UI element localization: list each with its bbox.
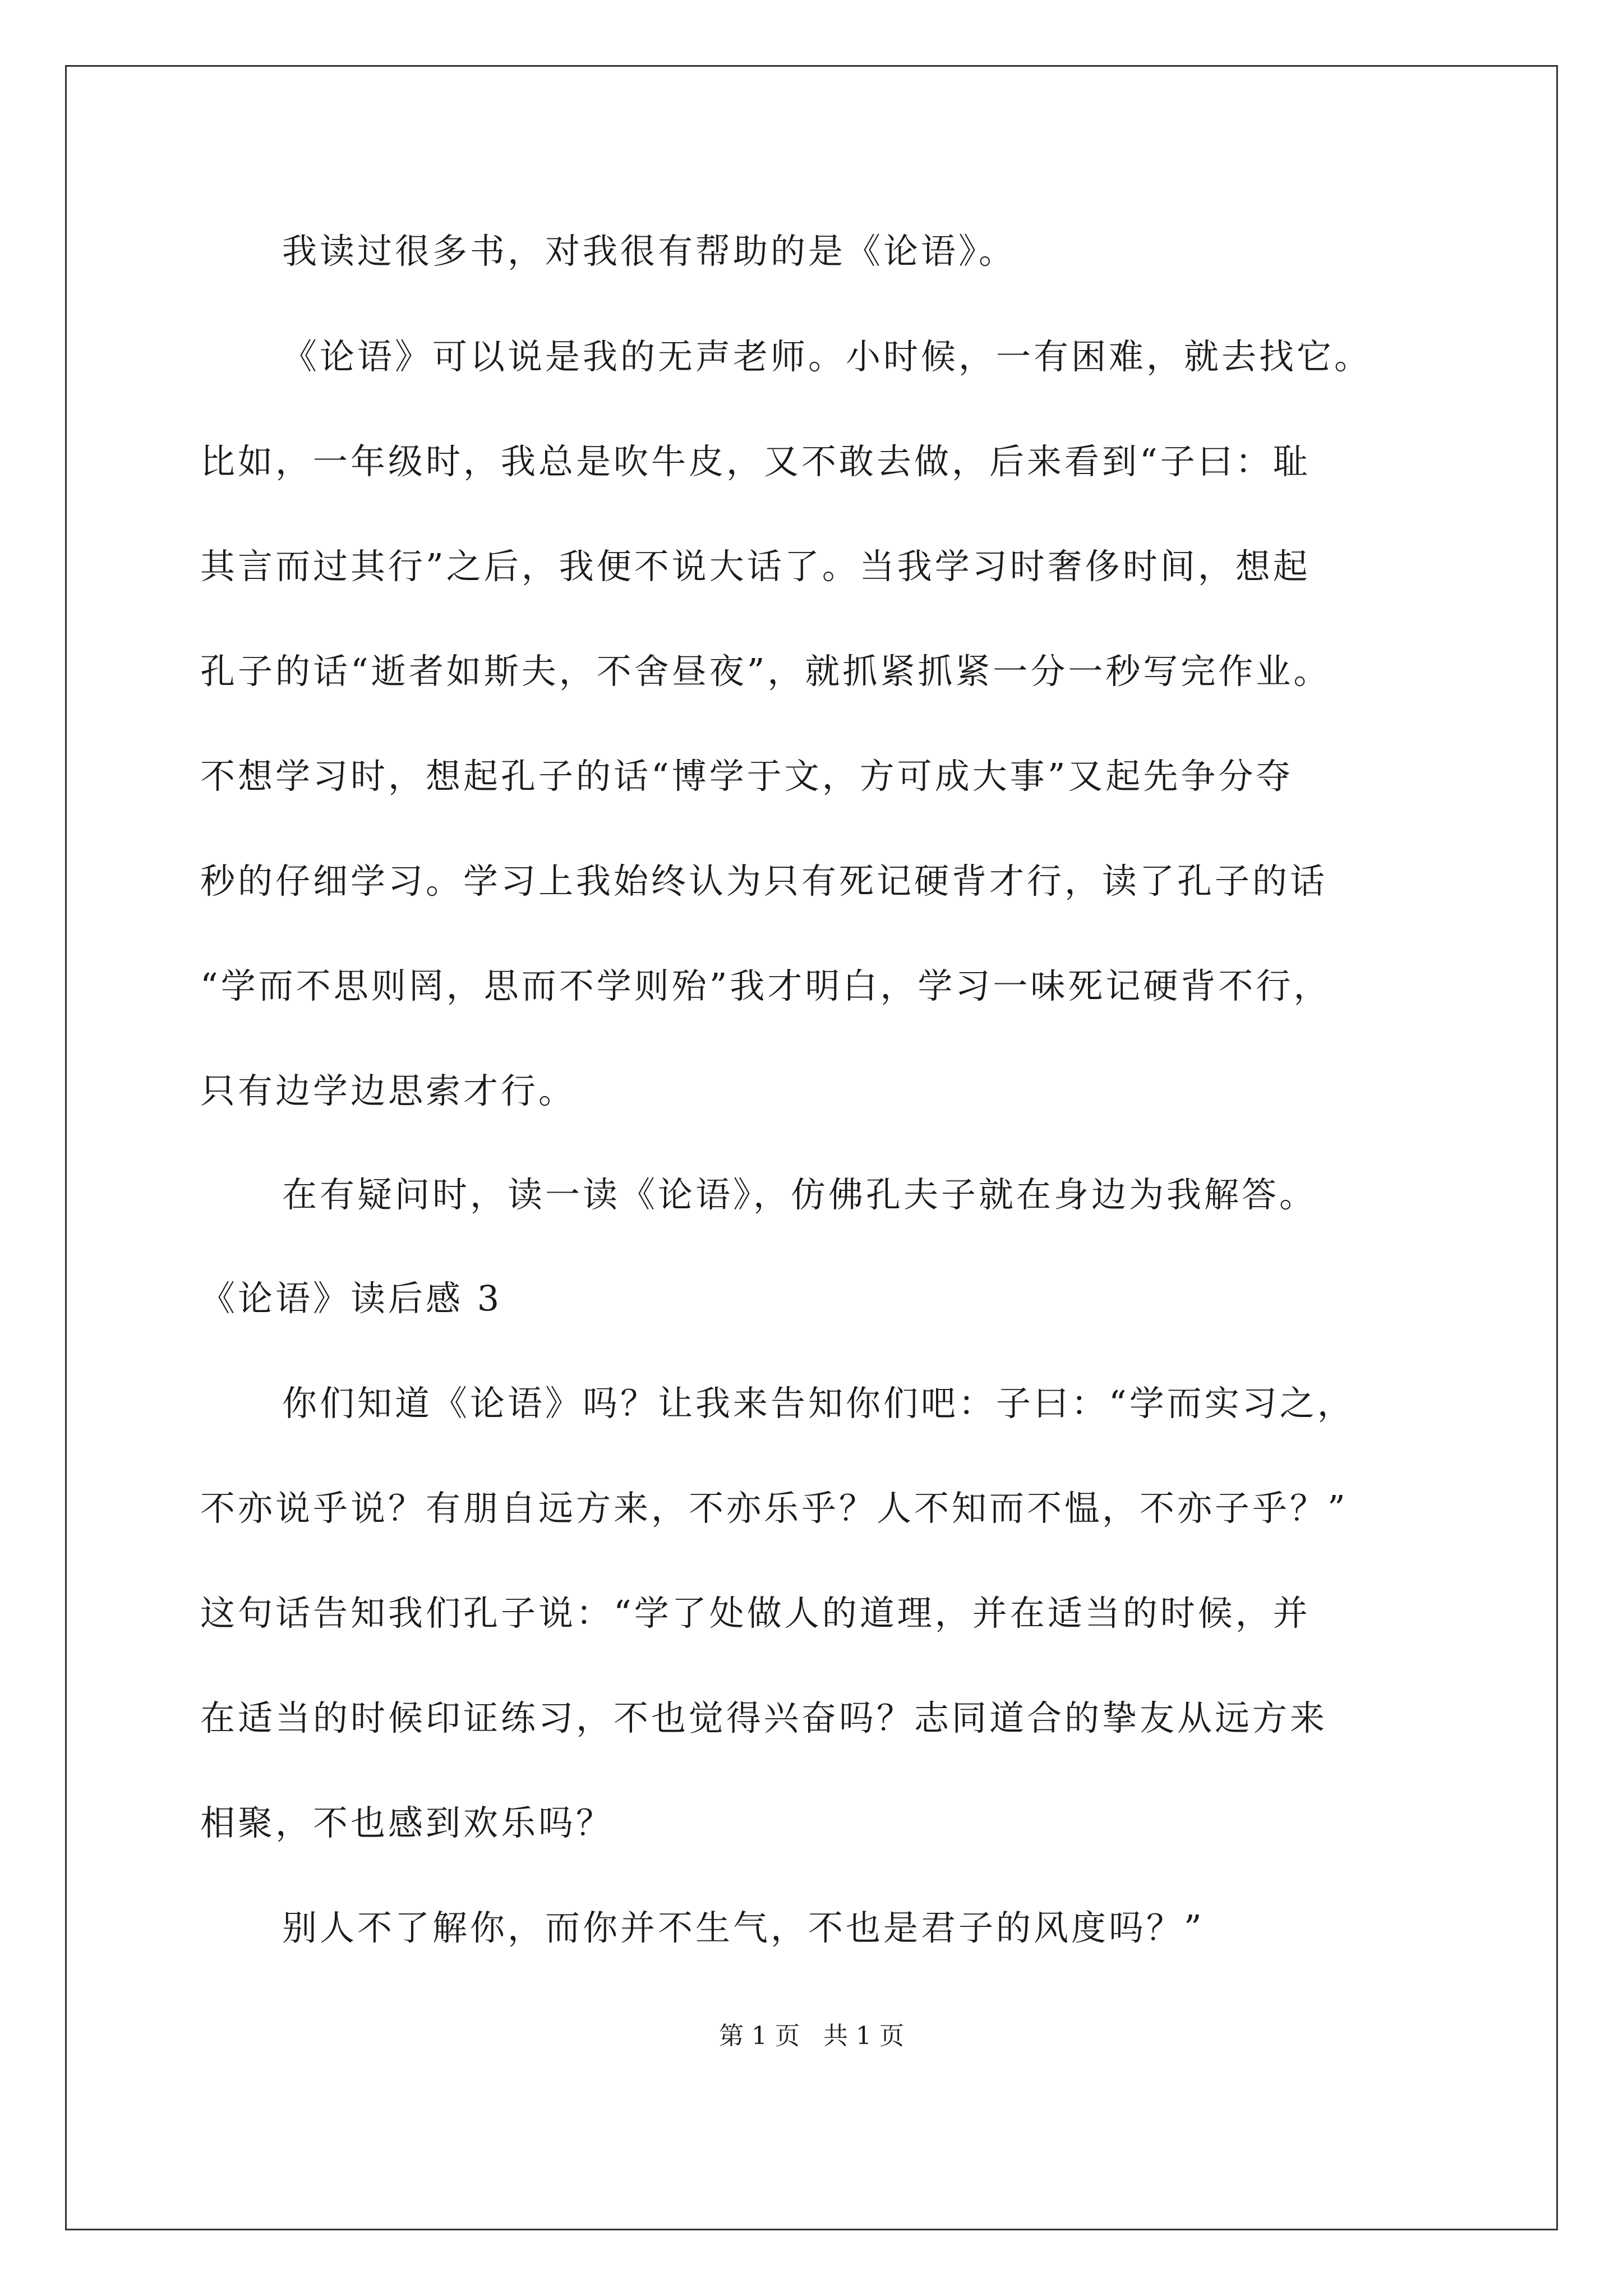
page-frame (65, 65, 1558, 2230)
paragraph-line: “学而不思则罔，思而不学则殆”我才明白，学习一味死记硬背不行， (200, 965, 1331, 1006)
paragraph-line: 比如，一年级时，我总是吹牛皮，又不敢去做，后来看到“子曰：耻 (200, 441, 1311, 482)
section-heading: 《论语》读后感 3 (200, 1278, 502, 1319)
paragraph-line: 其言而过其行”之后，我便不说大话了。当我学习时奢侈时间，想起 (200, 546, 1311, 587)
paragraph-line: 这句话告知我们孔子说：“学了处做人的道理，并在适当的时候，并 (200, 1593, 1311, 1634)
paragraph-line: 秒的仔细学习。学习上我始终认为只有死记硬背才行，读了孔子的话 (200, 861, 1328, 901)
paragraph-line: 你们知道《论语》吗？让我来告知你们吧：子曰：“学而实习之， (282, 1383, 1355, 1424)
paragraph-line: 相聚，不也感到欢乐吗？ (200, 1802, 614, 1843)
paragraph-line: 不想学习时，想起孔子的话“博学于文，方可成大事”又起先争分夺 (200, 756, 1294, 797)
paragraph-line: 《论语》可以说是我的无声老师。小时候，一有困难，就去找它。 (282, 336, 1372, 377)
paragraph-line: 在有疑问时，读一读《论语》，仿佛孔夫子就在身边为我解答。 (282, 1174, 1317, 1215)
paragraph-line: 在适当的时候印证练习，不也觉得兴奋吗？志同道合的挚友从远方来 (200, 1697, 1328, 1738)
paragraph-line: 别人不了解你，而你并不生气，不也是君子的风度吗？” (282, 1907, 1205, 1948)
paragraph-line: 孔子的话“逝者如斯夫，不舍昼夜”，就抓紧抓紧一分一秒写完作业。 (200, 651, 1331, 692)
paragraph-line: 不亦说乎说？有朋自远方来，不亦乐乎？人不知而不愠，不亦子乎？” (200, 1488, 1348, 1529)
paragraph-line: 只有边学边思索才行。 (200, 1070, 577, 1111)
paragraph-line: 我读过很多书，对我很有帮助的是《论语》。 (282, 231, 1017, 272)
page-number-footer: 第 1 页 共 1 页 (719, 2022, 904, 2050)
